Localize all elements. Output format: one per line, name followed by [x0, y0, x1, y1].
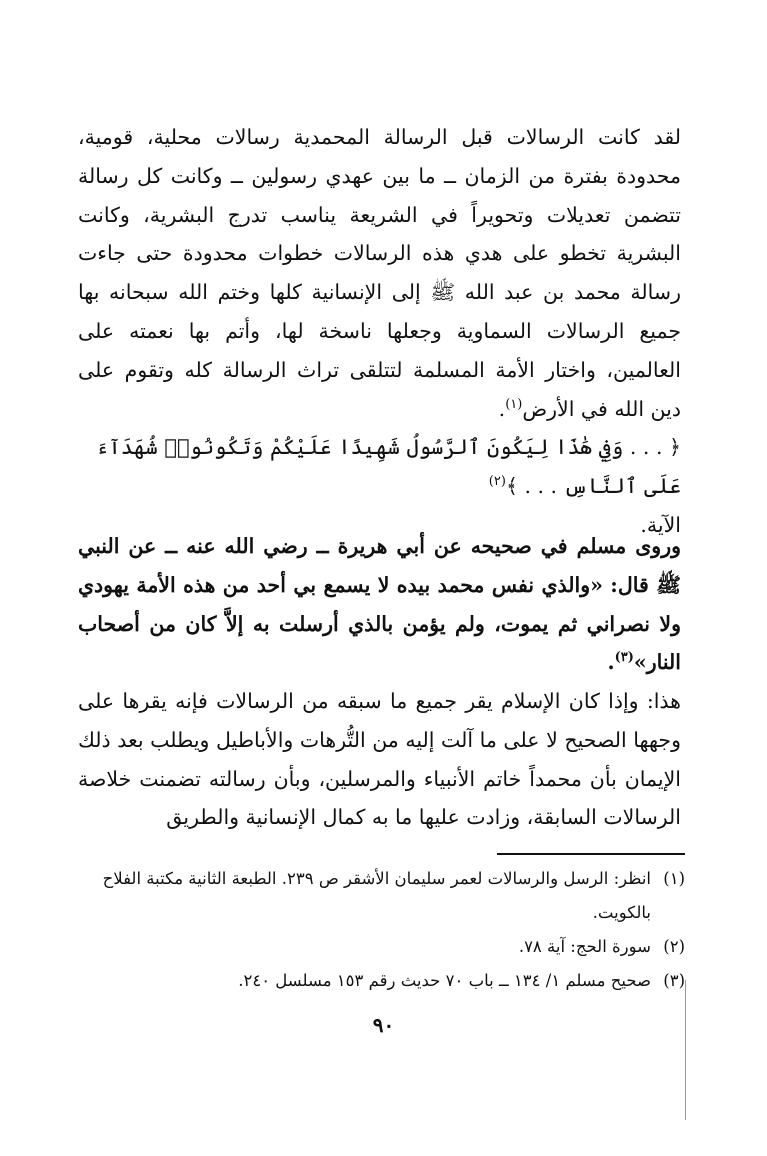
footnote-number: (١)	[663, 869, 685, 888]
footnote-divider	[497, 853, 685, 855]
paragraph-messages-text: لقد كانت الرسالات قبل الرسالة المحمدية رسالات محلية، قومية، محدودة بفترة من الزمان ــ ما بين عهدي رسولين ــ وكانت كل رسالة تتضمن تعديلات وتحويراً في الشريعة يناسب تدرج البشرية، وكانت البشرية تخطو على هدي هذه الرسالات خطوات محدودة حتى جاءت رسالة محمد بن عبد الله ﷺ إلى الإنسانية كلها وختم الله سبحانه بها جميع الرسالات السماوية وجعلها ناسخة لها، وأتم بها نعمته على العالمين، واختار الأمة المسلمة لتتلقى تراث الرسالة كله وتقوم على دين الله في الأرض	[78, 125, 681, 421]
paragraph-islam	[78, 682, 681, 837]
footnote-ref-3: (٣)	[614, 650, 634, 666]
footnote-ref-2: (٢)	[488, 473, 506, 489]
paragraph-hadith	[78, 527, 681, 682]
footnotes	[78, 862, 685, 998]
footnote-number: (٢)	[663, 937, 685, 956]
paragraph-islam-text: هذا: وإذا كان الإسلام يقر جميع ما سبقه من الرسالات فإنه يقرها على وجهها الصحيح لا على ما آلت إليه من التُّرهات والأباطيل ويطلب بعد ذلك الإيمان بأن محمداً خاتم الأنبياء والمرسلين، وبأن رسالته تضمنت خلاصة الرسالات السابقة، وزادت عليها ما به كمال الإنسانية والطريق	[78, 689, 681, 830]
paragraph-messages	[78, 118, 681, 428]
quran-verse	[78, 428, 681, 506]
ayah-text: وَفِي هَٰذَا لِيَكُونَ ٱلرَّسُولُ شَهِيدًا عَلَيْكُمْ وَتَكُونُوا۟ شُهَدَآءَ عَلَى ٱلنَّاسِ	[96, 435, 681, 498]
footnote-3	[78, 964, 685, 998]
footnote-text: صحيح مسلم ١/ ١٣٤ ــ باب ٧٠ حديث رقم ١٥٣ مسلسل ٢٤٠.	[238, 971, 651, 990]
paragraph-end: .	[607, 650, 615, 675]
ayah-open: ﴿ . . .	[623, 435, 681, 459]
paragraph-hadith-text: وروى مسلم في صحيحه عن أبي هريرة ــ رضي الله عنه ــ عن النبي ﷺ قال: «والذي نفس محمد بيده لا يسمع بي أحد من هذه الأمة يهودي ولا نصراني ثم يموت، ولم يؤمن بالذي أرسلت به إلاَّ كان من أصحاب النار»	[78, 534, 681, 675]
page-number: ٩٠	[372, 1013, 395, 1037]
footnote-ref-1: (١)	[505, 396, 523, 412]
footnote-text: انظر: الرسل والرسالات لعمر سليمان الأشقر ص ٢٣٩. الطبعة الثانية مكتبة الفلاح بالكويت.	[102, 869, 651, 922]
scan-edge-line	[685, 980, 686, 1120]
footnote-2	[78, 930, 685, 964]
footnote-1	[78, 862, 685, 930]
footnote-text: سورة الحج: آية ٧٨.	[518, 937, 651, 956]
footnote-number: (٣)	[663, 971, 685, 990]
ayah-after: الآية.	[640, 512, 681, 537]
paragraph-end: .	[498, 396, 506, 421]
ayah-close: . . . ﴾	[505, 473, 564, 498]
